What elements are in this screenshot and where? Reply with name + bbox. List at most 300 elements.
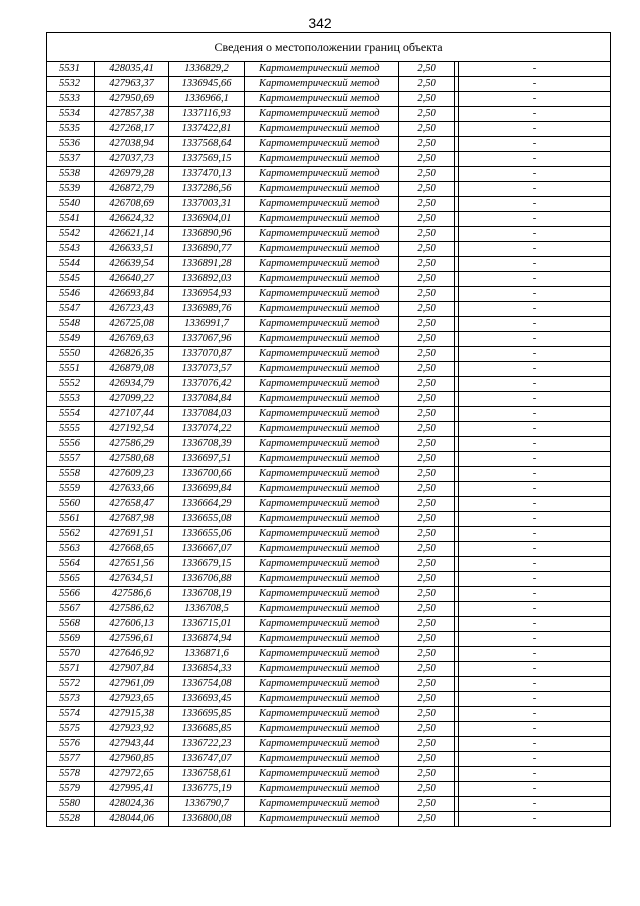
table-row [47, 227, 611, 242]
x-coordinate: 426723,43 [95, 302, 169, 317]
table-row [47, 332, 611, 347]
accuracy-value: 2,50 [399, 542, 455, 557]
note-value: - [459, 662, 611, 677]
determination-method: Картометрический метод [245, 182, 399, 197]
note-value: - [459, 587, 611, 602]
x-coordinate: 427963,37 [95, 77, 169, 92]
accuracy-value: 2,50 [399, 452, 455, 467]
accuracy-value: 2,50 [399, 107, 455, 122]
table-row [47, 347, 611, 362]
x-coordinate: 426640,27 [95, 272, 169, 287]
determination-method: Картометрический метод [245, 512, 399, 527]
note-value: - [459, 782, 611, 797]
accuracy-value: 2,50 [399, 602, 455, 617]
determination-method: Картометрический метод [245, 542, 399, 557]
table-row [47, 302, 611, 317]
x-coordinate: 426769,63 [95, 332, 169, 347]
table-row [47, 677, 611, 692]
x-coordinate: 427687,98 [95, 512, 169, 527]
accuracy-value: 2,50 [399, 122, 455, 137]
x-coordinate: 427192,54 [95, 422, 169, 437]
determination-method: Картометрический метод [245, 122, 399, 137]
determination-method: Картометрический метод [245, 737, 399, 752]
determination-method: Картометрический метод [245, 632, 399, 647]
accuracy-value: 2,50 [399, 692, 455, 707]
y-coordinate: 1336890,96 [169, 227, 245, 242]
table-row [47, 632, 611, 647]
point-number: 5538 [47, 167, 95, 182]
x-coordinate: 427923,92 [95, 722, 169, 737]
y-coordinate: 1336706,88 [169, 572, 245, 587]
x-coordinate: 427107,44 [95, 407, 169, 422]
point-number: 5568 [47, 617, 95, 632]
table-row [47, 782, 611, 797]
accuracy-value: 2,50 [399, 437, 455, 452]
y-coordinate: 1336775,19 [169, 782, 245, 797]
determination-method: Картометрический метод [245, 302, 399, 317]
determination-method: Картометрический метод [245, 347, 399, 362]
accuracy-value: 2,50 [399, 137, 455, 152]
point-number: 5543 [47, 242, 95, 257]
x-coordinate: 427691,51 [95, 527, 169, 542]
point-number: 5548 [47, 317, 95, 332]
note-value: - [459, 167, 611, 182]
x-coordinate: 427960,85 [95, 752, 169, 767]
note-value: - [459, 812, 611, 827]
y-coordinate: 1337286,56 [169, 182, 245, 197]
determination-method: Картометрический метод [245, 227, 399, 242]
point-number: 5534 [47, 107, 95, 122]
x-coordinate: 427646,92 [95, 647, 169, 662]
note-value: - [459, 92, 611, 107]
note-value: - [459, 497, 611, 512]
determination-method: Картометрический метод [245, 152, 399, 167]
note-value: - [459, 182, 611, 197]
note-value: - [459, 467, 611, 482]
x-coordinate: 428024,36 [95, 797, 169, 812]
determination-method: Картометрический метод [245, 557, 399, 572]
y-coordinate: 1336966,1 [169, 92, 245, 107]
point-number: 5563 [47, 542, 95, 557]
note-value: - [459, 227, 611, 242]
point-number: 5553 [47, 392, 95, 407]
table-row [47, 572, 611, 587]
point-number: 5564 [47, 557, 95, 572]
x-coordinate: 427658,47 [95, 497, 169, 512]
y-coordinate: 1336685,85 [169, 722, 245, 737]
table-title: Сведения о местоположении границ объекта [47, 33, 611, 62]
determination-method: Картометрический метод [245, 287, 399, 302]
determination-method: Картометрический метод [245, 677, 399, 692]
note-value: - [459, 287, 611, 302]
note-value: - [459, 797, 611, 812]
table-row [47, 662, 611, 677]
note-value: - [459, 107, 611, 122]
point-number: 5577 [47, 752, 95, 767]
point-number: 5542 [47, 227, 95, 242]
point-number: 5562 [47, 527, 95, 542]
x-coordinate: 427596,61 [95, 632, 169, 647]
y-coordinate: 1337073,57 [169, 362, 245, 377]
x-coordinate: 427633,66 [95, 482, 169, 497]
accuracy-value: 2,50 [399, 257, 455, 272]
point-number: 5561 [47, 512, 95, 527]
y-coordinate: 1336954,93 [169, 287, 245, 302]
point-number: 5579 [47, 782, 95, 797]
x-coordinate: 428044,06 [95, 812, 169, 827]
y-coordinate: 1336904,01 [169, 212, 245, 227]
determination-method: Картометрический метод [245, 197, 399, 212]
y-coordinate: 1336655,06 [169, 527, 245, 542]
accuracy-value: 2,50 [399, 227, 455, 242]
accuracy-value: 2,50 [399, 77, 455, 92]
y-coordinate: 1337070,87 [169, 347, 245, 362]
point-number: 5535 [47, 122, 95, 137]
x-coordinate: 426708,69 [95, 197, 169, 212]
y-coordinate: 1337084,03 [169, 407, 245, 422]
note-value: - [459, 302, 611, 317]
determination-method: Картометрический метод [245, 422, 399, 437]
table-row [47, 722, 611, 737]
y-coordinate: 1336708,19 [169, 587, 245, 602]
y-coordinate: 1336800,08 [169, 812, 245, 827]
table-row [47, 122, 611, 137]
accuracy-value: 2,50 [399, 287, 455, 302]
y-coordinate: 1336708,5 [169, 602, 245, 617]
accuracy-value: 2,50 [399, 557, 455, 572]
x-coordinate: 426826,35 [95, 347, 169, 362]
point-number: 5575 [47, 722, 95, 737]
accuracy-value: 2,50 [399, 572, 455, 587]
point-number: 5559 [47, 482, 95, 497]
determination-method: Картометрический метод [245, 692, 399, 707]
determination-method: Картометрический метод [245, 482, 399, 497]
accuracy-value: 2,50 [399, 152, 455, 167]
y-coordinate: 1336754,08 [169, 677, 245, 692]
note-value: - [459, 617, 611, 632]
point-number: 5549 [47, 332, 95, 347]
y-coordinate: 1337470,13 [169, 167, 245, 182]
y-coordinate: 1336892,03 [169, 272, 245, 287]
table-row [47, 452, 611, 467]
note-value: - [459, 767, 611, 782]
accuracy-value: 2,50 [399, 482, 455, 497]
y-coordinate: 1337568,64 [169, 137, 245, 152]
table-row [47, 707, 611, 722]
x-coordinate: 427857,38 [95, 107, 169, 122]
note-value: - [459, 647, 611, 662]
note-value: - [459, 572, 611, 587]
note-value: - [459, 257, 611, 272]
accuracy-value: 2,50 [399, 722, 455, 737]
determination-method: Картометрический метод [245, 767, 399, 782]
x-coordinate: 427634,51 [95, 572, 169, 587]
note-value: - [459, 137, 611, 152]
accuracy-value: 2,50 [399, 767, 455, 782]
x-coordinate: 426725,08 [95, 317, 169, 332]
determination-method: Картометрический метод [245, 257, 399, 272]
determination-method: Картометрический метод [245, 362, 399, 377]
y-coordinate: 1337074,22 [169, 422, 245, 437]
y-coordinate: 1336693,45 [169, 692, 245, 707]
x-coordinate: 426879,08 [95, 362, 169, 377]
point-number: 5567 [47, 602, 95, 617]
determination-method: Картометрический метод [245, 62, 399, 77]
point-number: 5528 [47, 812, 95, 827]
accuracy-value: 2,50 [399, 92, 455, 107]
accuracy-value: 2,50 [399, 797, 455, 812]
table-row [47, 587, 611, 602]
point-number: 5580 [47, 797, 95, 812]
y-coordinate: 1336679,15 [169, 557, 245, 572]
note-value: - [459, 407, 611, 422]
accuracy-value: 2,50 [399, 707, 455, 722]
table-row [47, 392, 611, 407]
note-value: - [459, 197, 611, 212]
accuracy-value: 2,50 [399, 62, 455, 77]
y-coordinate: 1337569,15 [169, 152, 245, 167]
determination-method: Картометрический метод [245, 572, 399, 587]
x-coordinate: 427907,84 [95, 662, 169, 677]
note-value: - [459, 527, 611, 542]
table-row [47, 812, 611, 827]
point-number: 5566 [47, 587, 95, 602]
point-number: 5552 [47, 377, 95, 392]
accuracy-value: 2,50 [399, 677, 455, 692]
y-coordinate: 1337116,93 [169, 107, 245, 122]
determination-method: Картометрический метод [245, 392, 399, 407]
note-value: - [459, 557, 611, 572]
table-row [47, 377, 611, 392]
point-number: 5537 [47, 152, 95, 167]
determination-method: Картометрический метод [245, 707, 399, 722]
accuracy-value: 2,50 [399, 812, 455, 827]
accuracy-value: 2,50 [399, 632, 455, 647]
x-coordinate: 427915,38 [95, 707, 169, 722]
table-row [47, 107, 611, 122]
table-row [47, 692, 611, 707]
determination-method: Картометрический метод [245, 272, 399, 287]
table-row [47, 287, 611, 302]
table-row [47, 182, 611, 197]
note-value: - [459, 482, 611, 497]
note-value: - [459, 692, 611, 707]
note-value: - [459, 77, 611, 92]
note-value: - [459, 722, 611, 737]
point-number: 5547 [47, 302, 95, 317]
determination-method: Картометрический метод [245, 377, 399, 392]
note-value: - [459, 422, 611, 437]
x-coordinate: 426633,51 [95, 242, 169, 257]
note-value: - [459, 317, 611, 332]
point-number: 5541 [47, 212, 95, 227]
note-value: - [459, 212, 611, 227]
table-row [47, 197, 611, 212]
x-coordinate: 426624,32 [95, 212, 169, 227]
determination-method: Картометрический метод [245, 77, 399, 92]
point-number: 5531 [47, 62, 95, 77]
point-number: 5536 [47, 137, 95, 152]
accuracy-value: 2,50 [399, 272, 455, 287]
accuracy-value: 2,50 [399, 407, 455, 422]
accuracy-value: 2,50 [399, 737, 455, 752]
page-number: 342 [308, 15, 332, 31]
determination-method: Картометрический метод [245, 437, 399, 452]
table-row [47, 407, 611, 422]
determination-method: Картометрический метод [245, 782, 399, 797]
x-coordinate: 427995,41 [95, 782, 169, 797]
table-row [47, 557, 611, 572]
table-row [47, 167, 611, 182]
table-row [47, 272, 611, 287]
point-number: 5540 [47, 197, 95, 212]
y-coordinate: 1336722,23 [169, 737, 245, 752]
table-row [47, 767, 611, 782]
note-value: - [459, 332, 611, 347]
point-number: 5533 [47, 92, 95, 107]
accuracy-value: 2,50 [399, 422, 455, 437]
accuracy-value: 2,50 [399, 317, 455, 332]
accuracy-value: 2,50 [399, 587, 455, 602]
note-value: - [459, 347, 611, 362]
table-row [47, 617, 611, 632]
table-row [47, 152, 611, 167]
table-row [47, 437, 611, 452]
y-coordinate: 1336667,07 [169, 542, 245, 557]
note-value: - [459, 512, 611, 527]
table-row [47, 137, 611, 152]
note-value: - [459, 122, 611, 137]
determination-method: Картометрический метод [245, 212, 399, 227]
x-coordinate: 427950,69 [95, 92, 169, 107]
x-coordinate: 427961,09 [95, 677, 169, 692]
accuracy-value: 2,50 [399, 752, 455, 767]
x-coordinate: 427586,62 [95, 602, 169, 617]
point-number: 5546 [47, 287, 95, 302]
y-coordinate: 1336945,66 [169, 77, 245, 92]
x-coordinate: 426639,54 [95, 257, 169, 272]
y-coordinate: 1336747,07 [169, 752, 245, 767]
determination-method: Картометрический метод [245, 662, 399, 677]
note-value: - [459, 452, 611, 467]
y-coordinate: 1336991,7 [169, 317, 245, 332]
determination-method: Картометрический метод [245, 812, 399, 827]
point-number: 5539 [47, 182, 95, 197]
table-row [47, 62, 611, 77]
point-number: 5532 [47, 77, 95, 92]
note-value: - [459, 272, 611, 287]
x-coordinate: 426621,14 [95, 227, 169, 242]
point-number: 5556 [47, 437, 95, 452]
note-value: - [459, 752, 611, 767]
point-number: 5554 [47, 407, 95, 422]
note-value: - [459, 392, 611, 407]
accuracy-value: 2,50 [399, 647, 455, 662]
boundary-coordinates-table [46, 32, 611, 827]
x-coordinate: 427606,13 [95, 617, 169, 632]
point-number: 5571 [47, 662, 95, 677]
table-row [47, 527, 611, 542]
determination-method: Картометрический метод [245, 107, 399, 122]
note-value: - [459, 242, 611, 257]
point-number: 5545 [47, 272, 95, 287]
y-coordinate: 1336697,51 [169, 452, 245, 467]
determination-method: Картометрический метод [245, 647, 399, 662]
y-coordinate: 1336664,29 [169, 497, 245, 512]
accuracy-value: 2,50 [399, 782, 455, 797]
table-row [47, 467, 611, 482]
note-value: - [459, 152, 611, 167]
y-coordinate: 1336891,28 [169, 257, 245, 272]
determination-method: Картометрический метод [245, 752, 399, 767]
x-coordinate: 427038,94 [95, 137, 169, 152]
table-row [47, 542, 611, 557]
accuracy-value: 2,50 [399, 167, 455, 182]
accuracy-value: 2,50 [399, 497, 455, 512]
accuracy-value: 2,50 [399, 392, 455, 407]
y-coordinate: 1336700,66 [169, 467, 245, 482]
table-row [47, 752, 611, 767]
point-number: 5570 [47, 647, 95, 662]
point-number: 5560 [47, 497, 95, 512]
accuracy-value: 2,50 [399, 617, 455, 632]
point-number: 5565 [47, 572, 95, 587]
accuracy-value: 2,50 [399, 377, 455, 392]
x-coordinate: 427651,56 [95, 557, 169, 572]
y-coordinate: 1337003,31 [169, 197, 245, 212]
point-number: 5557 [47, 452, 95, 467]
note-value: - [459, 602, 611, 617]
accuracy-value: 2,50 [399, 242, 455, 257]
table-header-row [47, 33, 611, 62]
point-number: 5572 [47, 677, 95, 692]
accuracy-value: 2,50 [399, 512, 455, 527]
determination-method: Картометрический метод [245, 497, 399, 512]
point-number: 5550 [47, 347, 95, 362]
accuracy-value: 2,50 [399, 347, 455, 362]
note-value: - [459, 632, 611, 647]
point-number: 5551 [47, 362, 95, 377]
y-coordinate: 1337076,42 [169, 377, 245, 392]
y-coordinate: 1336874,94 [169, 632, 245, 647]
accuracy-value: 2,50 [399, 527, 455, 542]
accuracy-value: 2,50 [399, 212, 455, 227]
y-coordinate: 1337422,81 [169, 122, 245, 137]
note-value: - [459, 377, 611, 392]
determination-method: Картометрический метод [245, 527, 399, 542]
determination-method: Картометрический метод [245, 467, 399, 482]
accuracy-value: 2,50 [399, 302, 455, 317]
y-coordinate: 1337067,96 [169, 332, 245, 347]
table-row [47, 482, 611, 497]
x-coordinate: 427586,29 [95, 437, 169, 452]
point-number: 5544 [47, 257, 95, 272]
y-coordinate: 1336871,6 [169, 647, 245, 662]
x-coordinate: 426693,84 [95, 287, 169, 302]
accuracy-value: 2,50 [399, 182, 455, 197]
note-value: - [459, 362, 611, 377]
x-coordinate: 427943,44 [95, 737, 169, 752]
x-coordinate: 426934,79 [95, 377, 169, 392]
point-number: 5555 [47, 422, 95, 437]
x-coordinate: 427923,65 [95, 692, 169, 707]
table-row [47, 362, 611, 377]
accuracy-value: 2,50 [399, 197, 455, 212]
y-coordinate: 1336695,85 [169, 707, 245, 722]
y-coordinate: 1336715,01 [169, 617, 245, 632]
point-number: 5578 [47, 767, 95, 782]
determination-method: Картометрический метод [245, 452, 399, 467]
